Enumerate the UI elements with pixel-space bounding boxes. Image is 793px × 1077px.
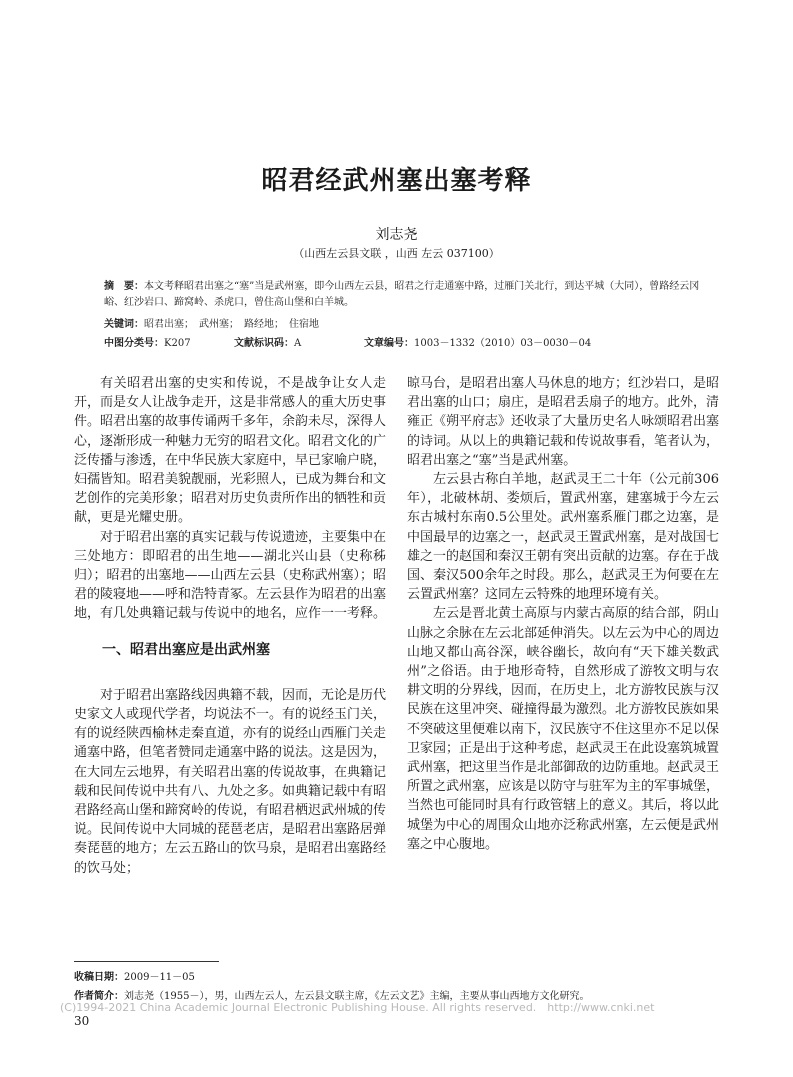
article-title: 昭君经武州塞出塞考释 — [261, 166, 532, 196]
author-name: 刘志尧 — [375, 227, 418, 243]
keywords-label: 关键词： — [104, 319, 144, 330]
classification-row — [104, 336, 704, 352]
author-bio: 刘志尧（1955－），男，山西左云人，左云县文联主席，《左云文艺》主编，主要从事山西地方文化研究。 — [124, 991, 590, 1002]
article-label: 文章编号： — [364, 338, 414, 349]
paragraph-route: 对于昭君出塞路线因典籍不载，因而，无论是历代史家文人或现代学者，均说法不一。有的说经玉门关，有的说经陕西榆林走秦直道，亦有的说经山西雁门关走通塞中路，但笔者赞同走通塞中路的说法。这是因为，在大同左云地界，有关昭君出塞的传说故事，在典籍记载和民间传说中共有八、九处之多。如典籍记载中有昭君路经高山堡和蹄窝岭的传说，有昭君栖迟武州城的传说。民间传说中大同城的琵琶老店，是昭君出塞路居弹奏琵琶的地方；左云五路山的饮马泉，是昭君出塞路经的饮马处； — [74, 687, 387, 876]
footnote-rule — [74, 961, 219, 962]
abstract-text: 本文考释昭君出塞之“塞”当是武州塞，即今山西左云县，昭君之行走通塞中路，过雁门关北行，到达平城（大同），曾路经云冈峪、红沙岩口、蹄窝岭、杀虎口，曾住高山堡和白羊城。 — [104, 281, 700, 308]
footnote-received — [74, 971, 724, 985]
doc-code — [234, 336, 364, 352]
article-code — [364, 336, 591, 352]
received-date: 2009－11－05 — [124, 972, 195, 983]
author-affiliation: （山西左云县文联 ，山西 左云 037100） — [293, 247, 500, 260]
doc-label: 文献标识码： — [234, 338, 294, 349]
clc-code — [104, 336, 234, 352]
paragraph-locations: 对于昭君出塞的真实记载与传说遗迹，主要集中在三处地方：即昭君的出生地——湖北兴山县（史称秭归）；昭君的出塞地——山西左云县（史称武州塞）；昭君的陵寝地——呼和浩特青冢。左云县作为昭君的出塞地，有几处典籍记载与传说中的地名，应作一一考释。 — [74, 529, 387, 622]
abstract-label: 摘 要： — [104, 281, 144, 292]
paragraph-intro: 有关昭君出塞的史实和传说，不是战争让女人走开，而是女人让战争走开，这是非常感人的重大历史事件。昭君出塞的故事传诵两千多年，余韵未尽，深得人心，逐渐形成一种魅力无穷的昭君文化。昭君文化的广泛传播与渗透，在中华民族大家庭中，早已家喻户晓，妇孺皆知。昭君美貌靓丽，光彩照人，已成为舞台和文艺创作的完美形象；昭君对历史负责所作出的牺牲和贡献，更是光耀史册。 — [74, 376, 387, 526]
section-heading-1: 一、昭君出塞应是出武州塞 — [102, 641, 270, 658]
doc-value: A — [294, 338, 302, 349]
received-label: 收稿日期： — [74, 972, 124, 983]
keywords — [104, 317, 704, 333]
keywords-text: 昭君出塞； 武州塞； 路经地； 住宿地 — [144, 319, 319, 330]
body-column-left — [74, 374, 386, 878]
paragraph-geography: 左云是晋北黄土高原与内蒙古高原的结合部，阴山山脉之余脉在左云北部延伸消失。以左云为中心的周边山地又都山高谷深，峡谷幽长，故向有“天下雄关数武州”之俗语。由于地形奇特，自然形成了游牧文明与农耕文明的分界线，因而，在历史上，北方游牧民族与汉民族在这里冲突、碰撞得最为激烈。北方游牧民族如果不突破这里便难以南下，汉民族守不住这里亦不足以保卫家园；正是出于这种考虑，赵武灵王在此设塞筑城置武州塞，把这里当作是北部御敌的边防重地。赵武灵王所置之武州塞，应该是以防守与驻军为主的军事城堡，当然也可能同时具有行政管辖上的意义。其后，将以此城堡为中心的周围众山地亦泛称武州塞，左云便是武州塞之中心腹地。 — [407, 606, 720, 852]
paragraph-wuzhou-history: 左云县古称白羊地，赵武灵王二十年（公元前306年），北破林胡、娄烦后，置武州塞，建塞城于今左云东古城村东南0.5公里处。武州塞系雁门郡之边塞，是中国最早的边塞之一，赵武灵王置武州塞，是对战国七雄之一的赵国和秦汉王朝有突出贡献的边塞。存在于战国、秦汉500余年之时段。那么，赵武灵王为何要在左云置武州塞？这同左云特殊的地理环境有关。 — [407, 472, 720, 603]
clc-label: 中图分类号： — [104, 338, 164, 349]
copyright-watermark: (C)1994-2021 China Academic Journal Electronic Publishing House. All rights reserved. http://www.cnki.net — [60, 1001, 655, 1014]
clc-value: K207 — [164, 338, 191, 349]
author-bio-label: 作者简介： — [74, 991, 124, 1002]
paragraph-route-continued: 晾马台，是昭君出塞人马休息的地方；红沙岩口，是昭君出塞的山口；扇庄，是昭君丢扇子的地方。此外，清雍正《朔平府志》还收录了大量历史名人咏颂昭君出塞的诗词。从以上的典籍记载和传说故事看，笔者认为，昭君出塞之“塞”当是武州塞。 — [407, 376, 720, 468]
page-number: 30 — [74, 1014, 90, 1028]
body-column-right — [407, 374, 719, 854]
article-value: 1003－1332（2010）03－0030－04 — [414, 338, 592, 349]
abstract — [104, 279, 704, 311]
